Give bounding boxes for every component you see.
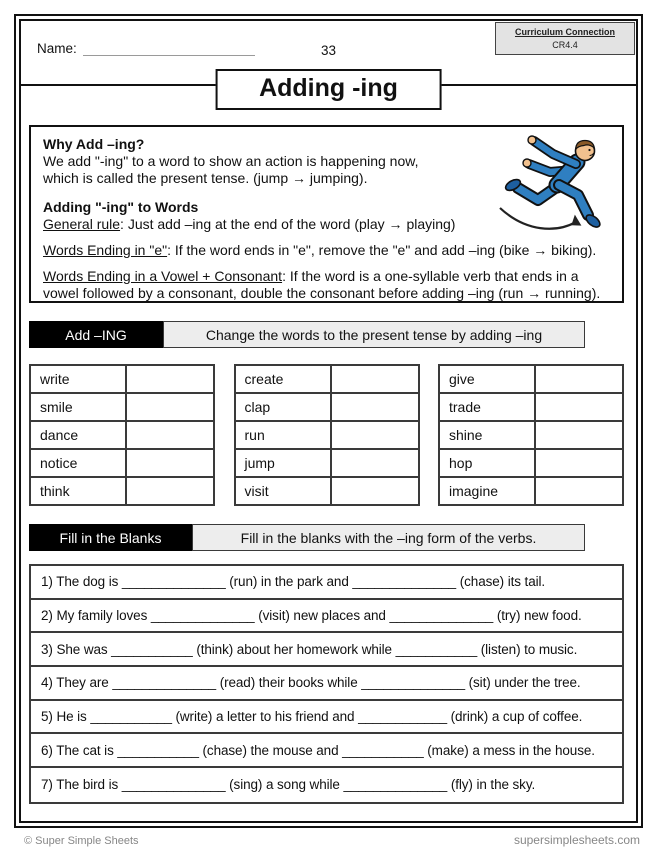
- adding-heading: Adding "-ing" to Words: [43, 199, 199, 215]
- word: smile: [30, 393, 126, 421]
- word-table-1: [29, 364, 215, 506]
- sentence-row-5[interactable]: 5) He is ___________ (write) a letter to his friend and ____________ (drink) a cup of coffee.: [31, 701, 622, 735]
- answer-blank-cell[interactable]: [331, 477, 419, 505]
- word-table-2: [234, 364, 420, 506]
- word: hop: [439, 449, 535, 477]
- answer-blank-cell[interactable]: [535, 421, 623, 449]
- page-border-outer: [14, 14, 643, 828]
- add-ing-label: Add –ING: [29, 321, 163, 348]
- answer-blank-cell[interactable]: [126, 365, 214, 393]
- why-line-1: We add "-ing" to a word to show an action is happening now,: [43, 153, 419, 169]
- sentence-row-7[interactable]: 7) The bird is ______________ (sing) a song while ______________ (fly) in the sky.: [41, 777, 536, 793]
- fill-blanks-section-header: [29, 524, 585, 551]
- page-title: Adding -ing: [215, 69, 442, 110]
- answer-blank-cell[interactable]: [331, 449, 419, 477]
- curriculum-code: CR4.4: [552, 39, 578, 50]
- sentences-table: [29, 564, 624, 804]
- sentence-row-6[interactable]: 6) The cat is ___________ (chase) the mouse and ___________ (make) a mess in the house.: [31, 734, 622, 768]
- word: write: [30, 365, 126, 393]
- explanation-box: [29, 125, 624, 303]
- footer-website: supersimplesheets.com: [513, 833, 640, 847]
- sentence-row-4[interactable]: 4) They are ______________ (read) their books while ______________ (sit) under the tree.: [31, 667, 622, 701]
- word: think: [30, 477, 126, 505]
- word: give: [439, 365, 535, 393]
- answer-blank-cell[interactable]: [126, 421, 214, 449]
- rule-ending-e: Words Ending in "e": If the word ends in "e", remove the "e" and add –ing (bike → biking).: [43, 242, 597, 258]
- rule-vowel-consonant: Words Ending in a Vowel + Consonant: If the word is a one-syllable verb that ends in a vowel followed by a consonant, double the consonant before adding –ing (run → running).: [43, 268, 601, 301]
- fill-blanks-label: Fill in the Blanks: [29, 524, 192, 551]
- fill-blanks-instruction: Fill in the blanks with the –ing form of the verbs.: [192, 524, 585, 551]
- sentence-row-3[interactable]: 3) She was ___________ (think) about her homework while ___________ (listen) to music.: [31, 633, 622, 667]
- answer-blank-cell[interactable]: [126, 393, 214, 421]
- word: visit: [235, 477, 331, 505]
- answer-blank-cell[interactable]: [331, 421, 419, 449]
- name-label: Name:: [37, 41, 77, 56]
- sentence-row-1[interactable]: 1) The dog is ______________ (run) in the park and ______________ (chase) its tail.: [31, 566, 622, 600]
- why-line-2: which is called the present tense. (jump → jumping).: [43, 170, 368, 186]
- answer-blank-cell[interactable]: [126, 477, 214, 505]
- answer-blank-cell[interactable]: [535, 393, 623, 421]
- answer-blank-cell[interactable]: [331, 365, 419, 393]
- leaping-boy-illustration: [498, 130, 618, 244]
- curriculum-label: Curriculum Connection: [514, 27, 615, 38]
- word-tables: [29, 364, 624, 506]
- why-heading: Why Add –ing?: [43, 136, 145, 152]
- word: shine: [439, 421, 535, 449]
- word-table-3: [438, 364, 624, 506]
- answer-blank-cell[interactable]: [535, 477, 623, 505]
- sentence-row-2[interactable]: 2) My family loves ______________ (visit) new places and ______________ (try) new food.: [31, 600, 622, 634]
- answer-blank-cell[interactable]: [535, 365, 623, 393]
- word: run: [235, 421, 331, 449]
- answer-blank-cell[interactable]: [535, 449, 623, 477]
- word: create: [235, 365, 331, 393]
- page-border-inner: [19, 19, 638, 823]
- rule-general: General rule: Just add –ing at the end of the word (play → playing): [43, 216, 456, 232]
- word: notice: [30, 449, 126, 477]
- add-ing-instruction: Change the words to the present tense by adding –ing: [163, 321, 585, 348]
- curriculum-connection-badge: [495, 22, 635, 55]
- word: dance: [30, 421, 126, 449]
- word: imagine: [439, 477, 535, 505]
- answer-blank-cell[interactable]: [126, 449, 214, 477]
- word: trade: [439, 393, 535, 421]
- leaping-boy-icon: [498, 130, 618, 244]
- footer-copyright: © Super Simple Sheets: [24, 835, 139, 847]
- add-ing-section-header: [29, 321, 585, 348]
- word: clap: [235, 393, 331, 421]
- word: jump: [235, 449, 331, 477]
- page-number: 33: [320, 43, 337, 58]
- answer-blank-cell[interactable]: [331, 393, 419, 421]
